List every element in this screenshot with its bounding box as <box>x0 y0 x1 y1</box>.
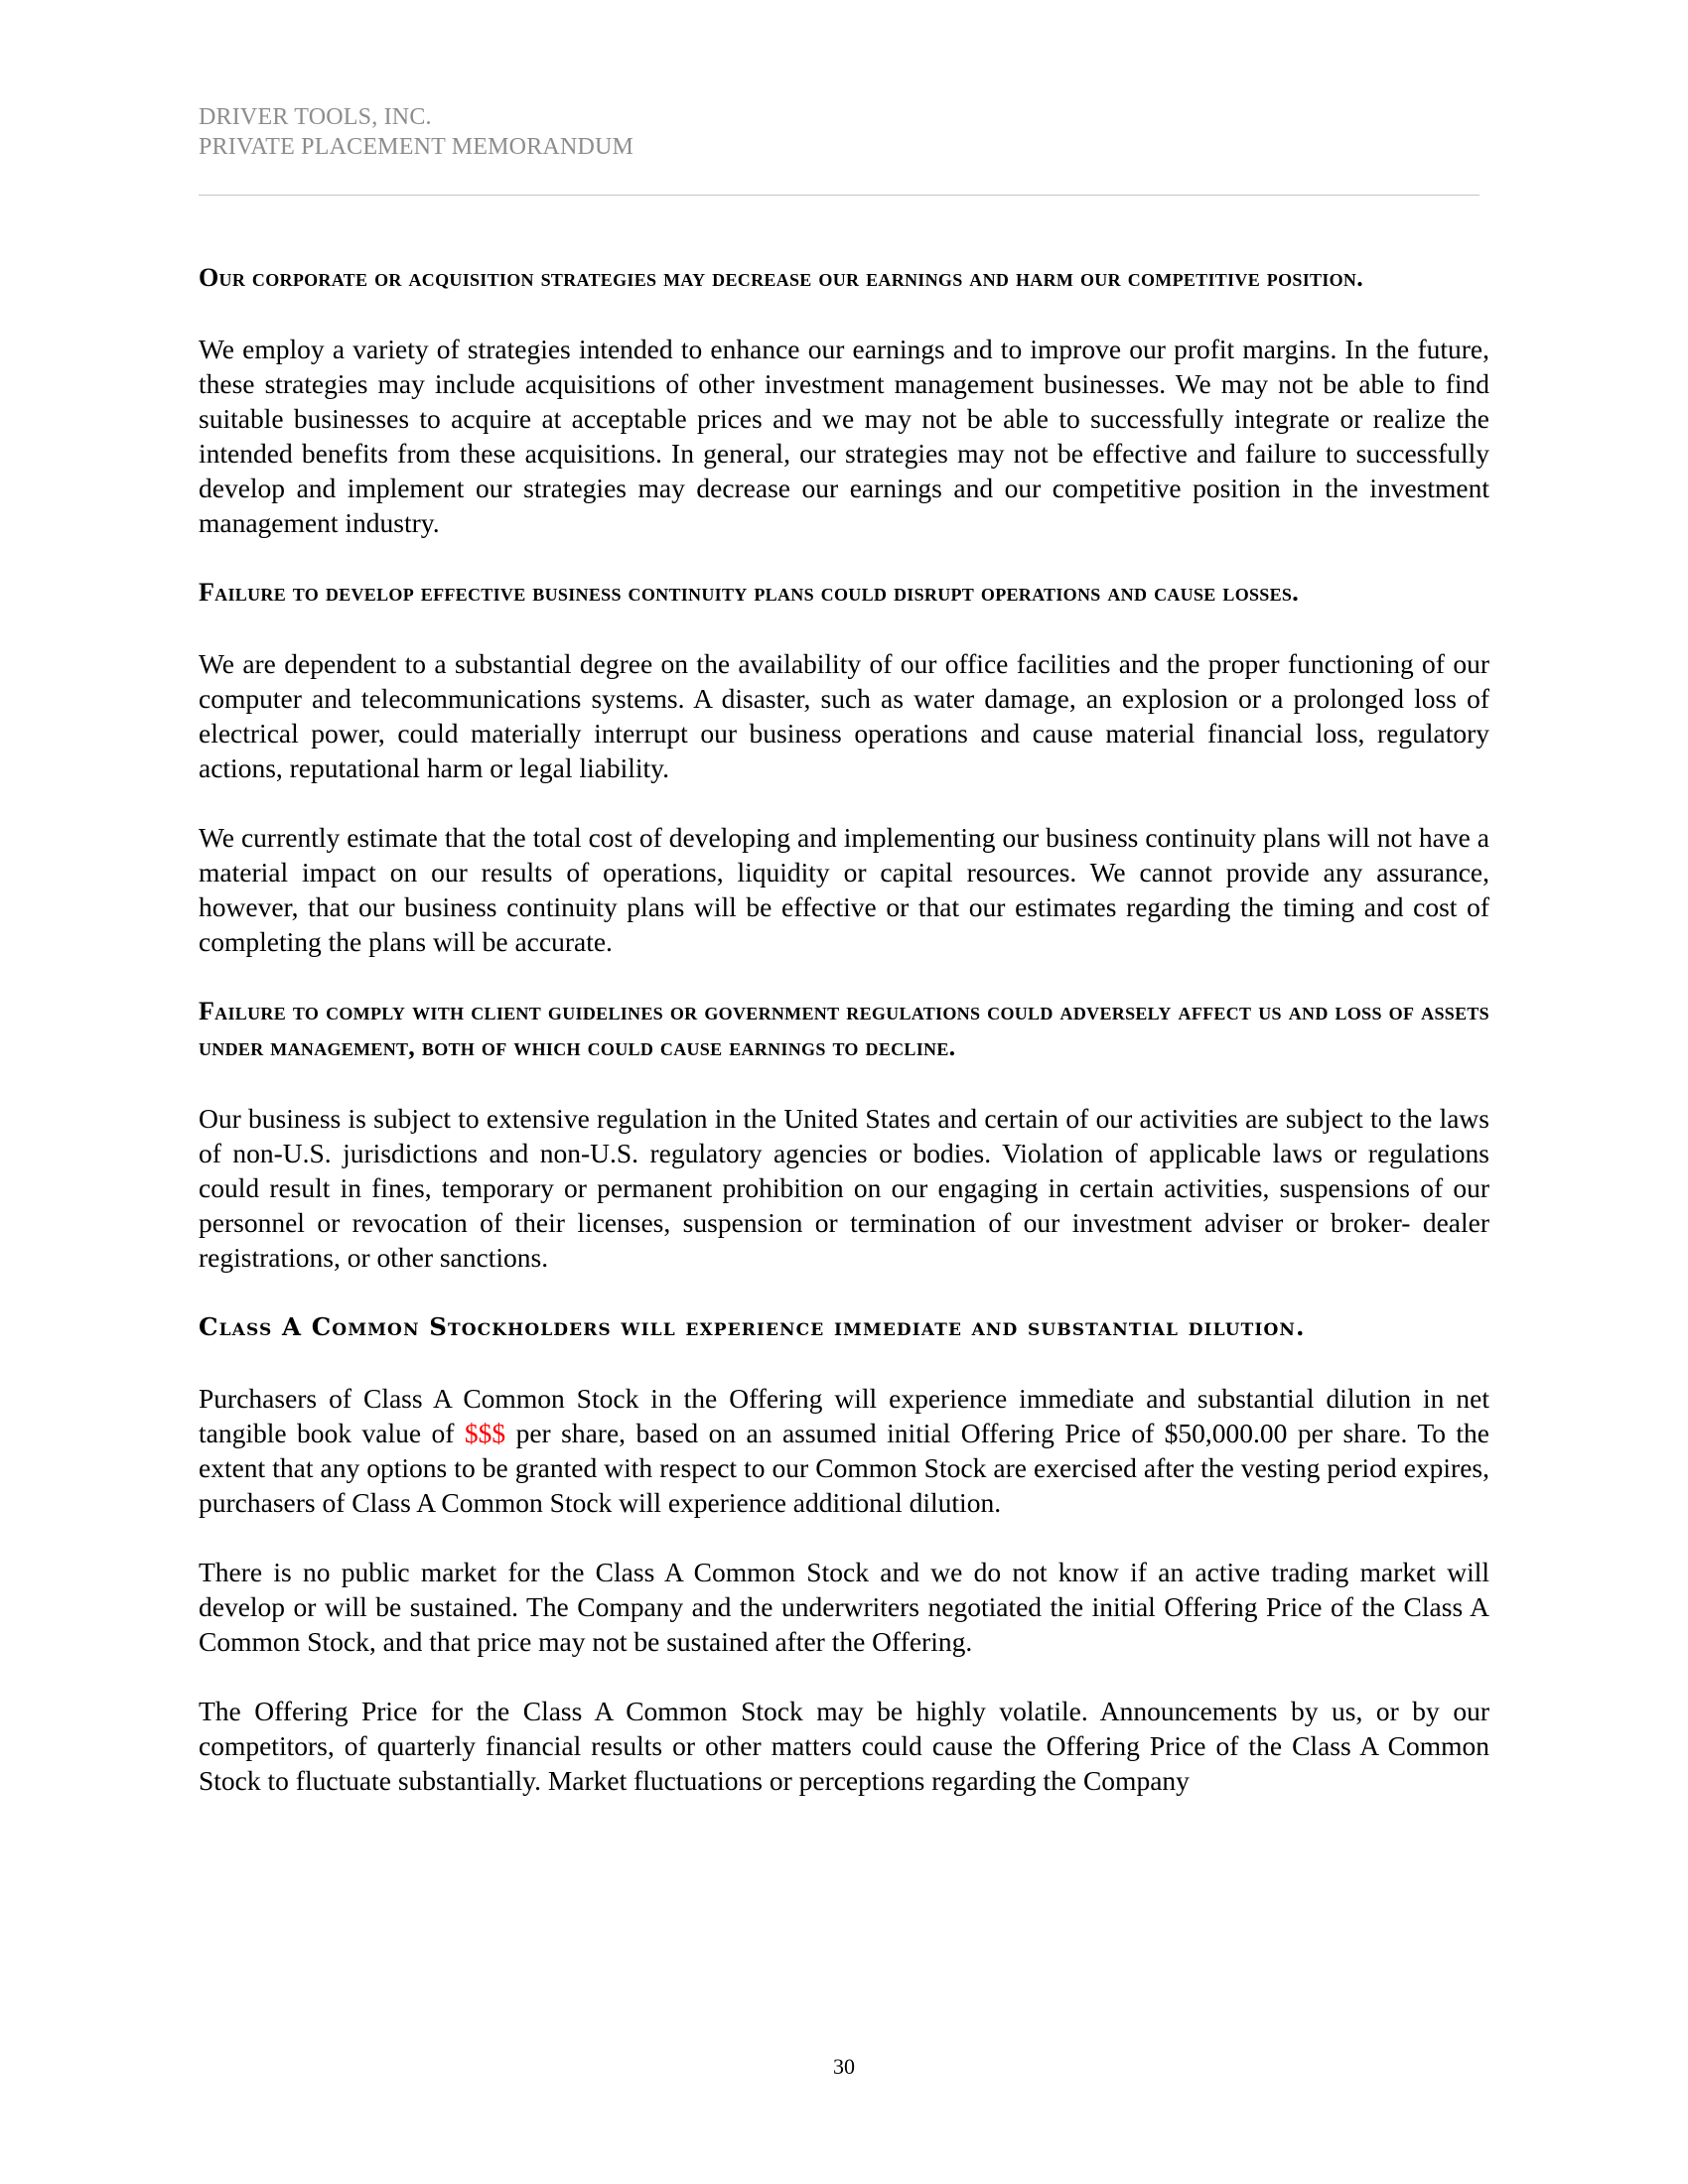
paragraph-business-continuity-cost: We currently estimate that the total cost of developing and implementing our business continuity plans will not have a material impact on our results of operations, liquidity or capital resources. We cannot provide any assurance, however, that our business continuity plans will be effective or that our estimates regarding the timing and cost of completing the plans will be accurate. <box>199 822 1489 957</box>
section-heading-dilution: Class A Common Stockholders will experience immediate and substantial dilution. <box>199 1312 1306 1341</box>
paragraph-dilution-purchasers <box>199 1381 1489 1520</box>
dilution-text-after: per share, based on an assumed initial Offering Price of $50,000.00 per share. To the extent that any options to be granted with respect to our Common Stock are exercised after the vesting period expires, purchasers of Class A Common Stock will experience additional dilution. <box>199 1418 1489 1518</box>
dilution-text-before: Purchasers of Class A Common Stock in the Offering will experience immediate and substantial dilution in net tangible book value of <box>199 1383 1489 1448</box>
document-body <box>199 260 1489 1798</box>
section-heading-compliance: Failure to comply with client guidelines or government regulations could adversely affect us and loss of assets under management, both of which could cause earnings to decline. <box>199 997 1489 1061</box>
paragraph-price-volatility: The Offering Price for the Class A Common Stock may be highly volatile. Announcements by us, or by our competitors, of quarterly financial results or other matters could cause the Offering Price of the Class A Common Stock to fluctuate substantially. Market fluctuations or perceptions regarding the Company <box>199 1696 1489 1796</box>
header-document-title: PRIVATE PLACEMENT MEMORANDUM <box>199 134 634 160</box>
running-header <box>199 102 1489 162</box>
header-company-name: DRIVER TOOLS, INC. <box>199 104 432 130</box>
paragraph-no-public-market: There is no public market for the Class A Common Stock and we do not know if an active trading market will develop or will be sustained. The Company and the underwriters negotiated the initial Offering Price of the Class A Common Stock, and that price may not be sustained after the Offering. <box>199 1557 1489 1657</box>
page-number: 30 <box>833 2054 855 2079</box>
paragraph-compliance-regulation: Our business is subject to extensive regulation in the United States and certain of our activities are subject to the laws of non-U.S. jurisdictions and non-U.S. regulatory agencies or bodies. Violation of applicable laws or regulations could result in fines, temporary or permanent prohibition on our engaging in certain activities, suspensions of our personnel or revocation of their licenses, suspension or termination of our investment adviser or broker- dealer registrations, or other sanctions. <box>199 1103 1489 1273</box>
header-divider <box>199 195 1479 196</box>
paragraph-acquisition-strategies: We employ a variety of strategies intended to enhance our earnings and to improve our profit margins. In the future, these strategies may include acquisitions of other investment management businesses. We may not be able to find suitable businesses to acquire at acceptable prices and we may not be able to successfully integrate or realize the intended benefits from these acquisitions. In general, our strategies may not be effective and failure to successfully develop and implement our strategies may decrease our earnings and our competitive position in the investment management industry. <box>199 334 1489 538</box>
paragraph-business-continuity-dependence: We are dependent to a substantial degree on the availability of our office facilities and the proper functioning of our computer and telecommunications systems. A disaster, such as water damage, an explosion or a prolonged loss of electrical power, could materially interrupt our business operations and cause material financial loss, regulatory actions, reputational harm or legal liability. <box>199 648 1489 783</box>
section-heading-acquisition-strategies: Our corporate or acquisition strategies may decrease our earnings and harm our competitive position. <box>199 263 1364 292</box>
dilution-amount-placeholder: $$$ <box>464 1418 506 1448</box>
section-heading-business-continuity: Failure to develop effective business continuity plans could disrupt operations and cause losses. <box>199 578 1300 607</box>
